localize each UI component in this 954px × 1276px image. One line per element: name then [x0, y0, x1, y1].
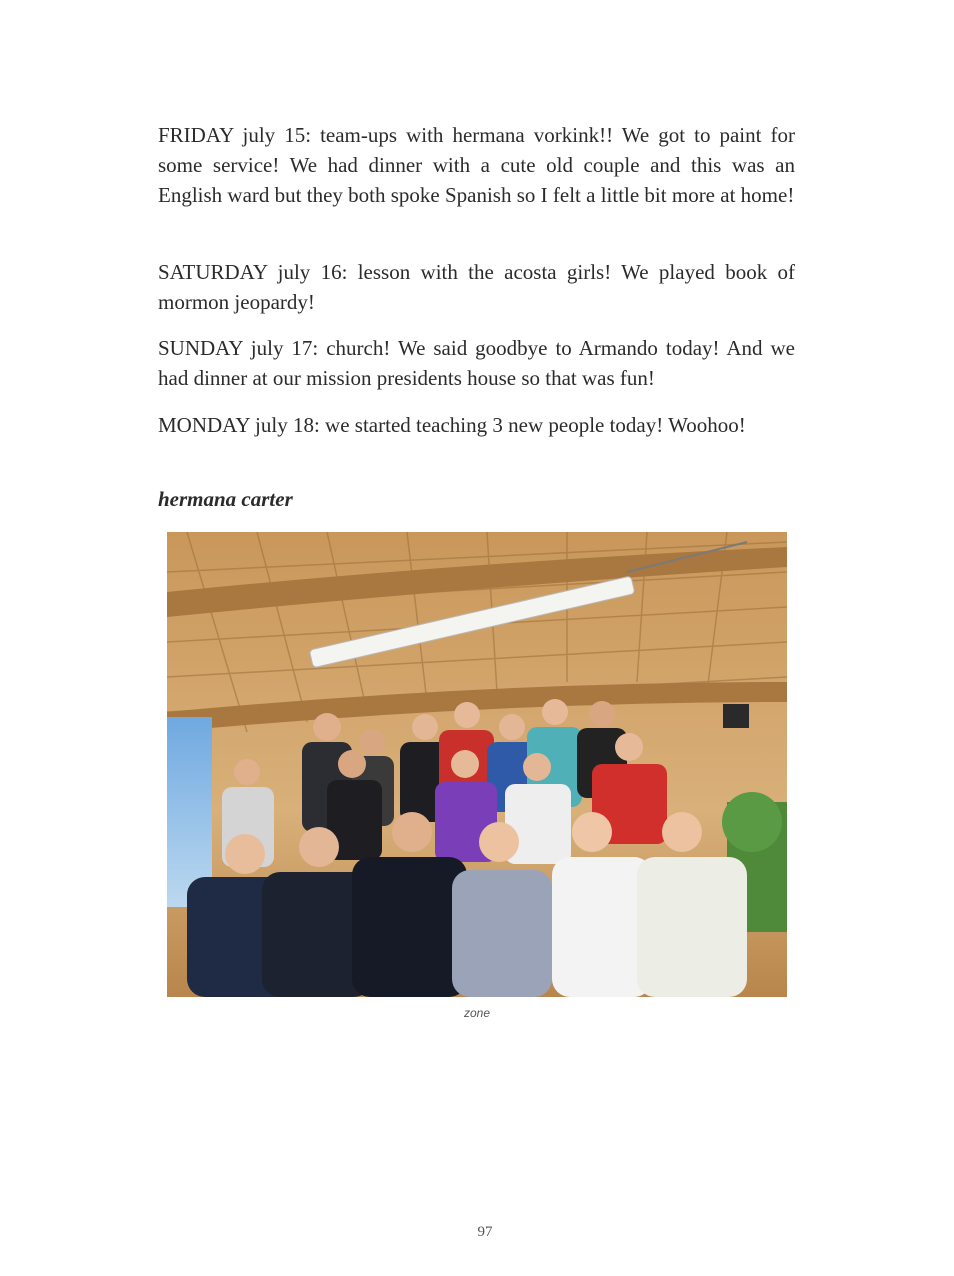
photo-caption: zone: [463, 1006, 491, 1020]
journal-entry-saturday: SATURDAY july 16: lesson with the acosta girls! We played book of mormon jeopardy!: [158, 260, 795, 314]
journal-entry-friday: FRIDAY july 15: team-ups with hermana vorkink!! We got to paint for some service! We had dinner with a cute old couple and this was an English ward but they both spoke Spanish so I felt a little bit more at home!: [158, 123, 795, 207]
group-photo: [167, 532, 787, 997]
section-heading: hermana carter: [158, 487, 293, 511]
page-number: 97: [477, 1224, 493, 1240]
journal-entry-sunday: SUNDAY july 17: church! We said goodbye to Armando today! And we had dinner at our mission presidents house so that was fun!: [158, 336, 795, 390]
journal-entry-monday: MONDAY july 18: we started teaching 3 new people today! Woohoo!: [158, 413, 746, 437]
